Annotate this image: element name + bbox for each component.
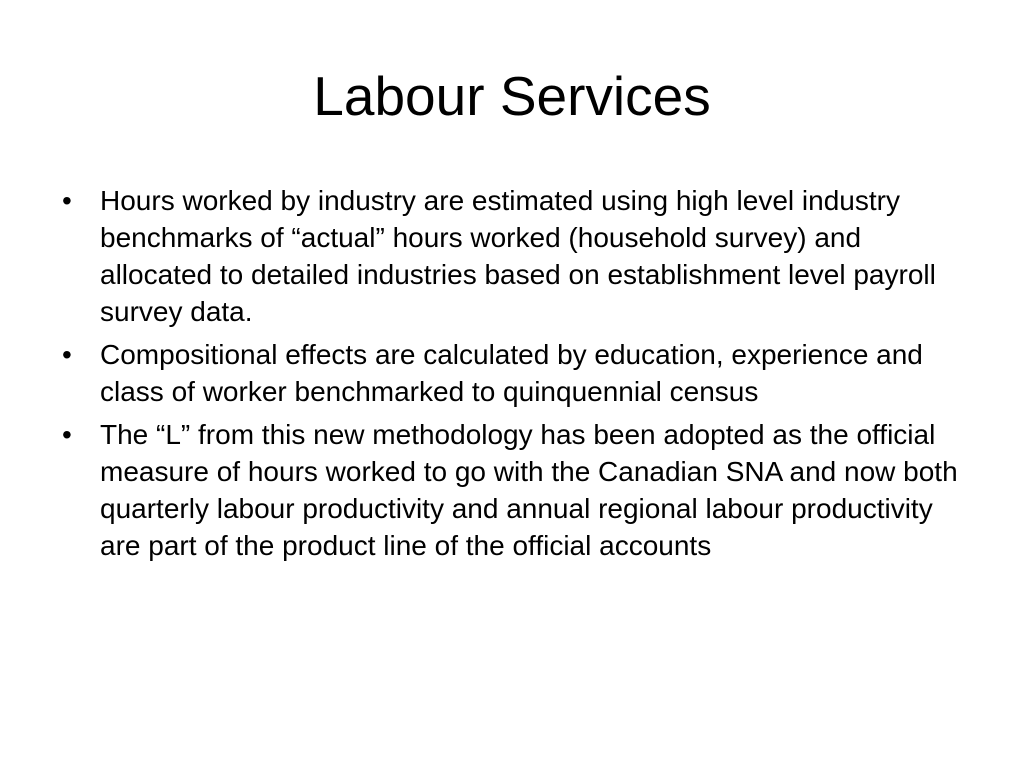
- bullet-text: Compositional effects are calculated by education, experience and class of worker benchmarked to quinquennial census: [100, 339, 923, 407]
- bullet-icon: •: [62, 339, 72, 370]
- bullet-text: The “L” from this new methodology has been adopted as the official measure of hours worked to go with the Canadian SNA and now both quarterly labour productivity and annual regional labour productivity are part of the product line of the official accounts: [100, 419, 958, 561]
- bullet-list: [56, 182, 976, 570]
- bullet-item: [56, 416, 976, 564]
- bullet-text: Hours worked by industry are estimated using high level industry benchmarks of “actual” hours worked (household survey) and allocated to detailed industries based on establishment level payroll survey data.: [100, 185, 936, 327]
- bullet-item: [56, 182, 976, 330]
- bullet-item: [56, 336, 976, 410]
- slide-title: Labour Services: [313, 65, 711, 127]
- bullet-icon: •: [62, 419, 72, 450]
- bullet-icon: •: [62, 185, 72, 216]
